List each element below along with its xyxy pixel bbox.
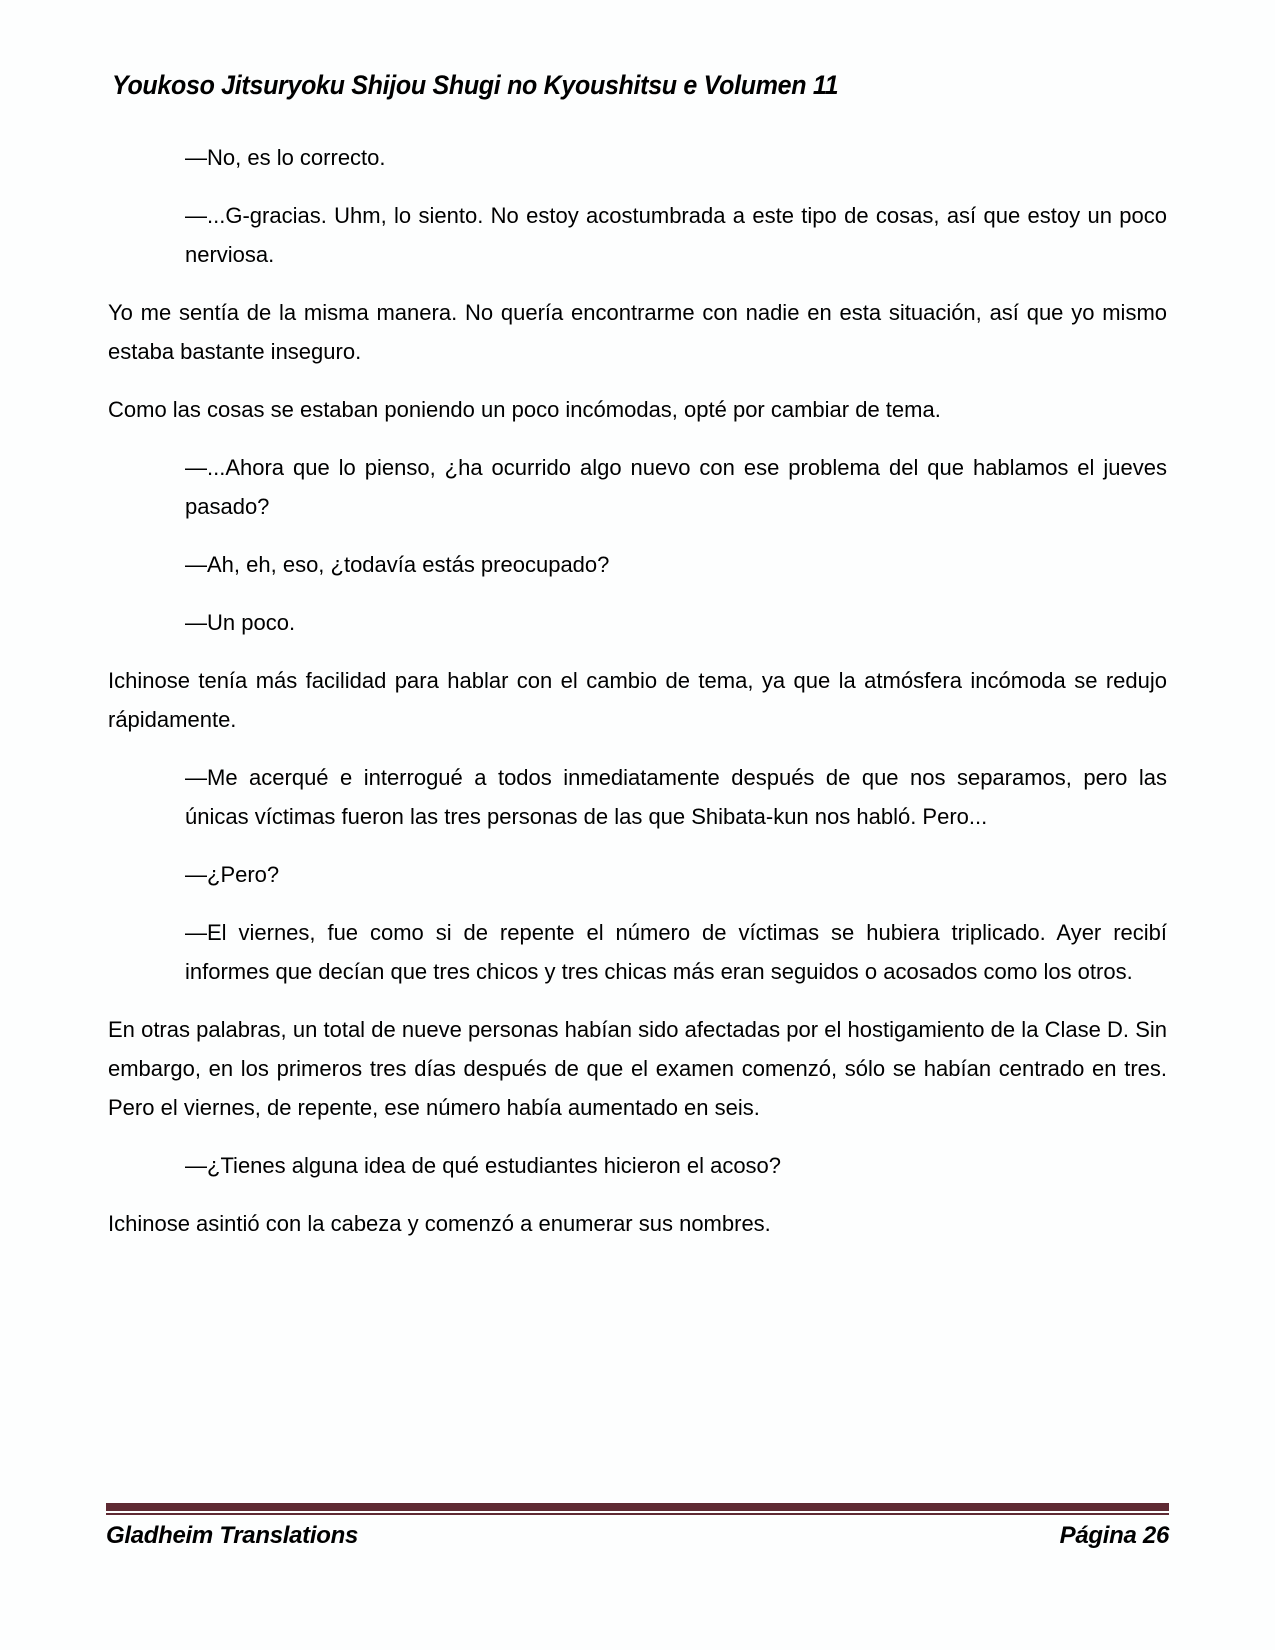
paragraph: —...Ahora que lo pienso, ¿ha ocurrido algo nuevo con ese problema del que hablamos el jueves pasado? — [185, 455, 1167, 519]
page-header-title: Youkoso Jitsuryoku Shijou Shugi no Kyoushitsu e Volumen 11 — [112, 70, 839, 101]
paragraph: Como las cosas se estaban poniendo un poco incómodas, opté por cambiar de tema. — [108, 397, 941, 422]
paragraph: —Ah, eh, eso, ¿todavía estás preocupado? — [185, 552, 610, 577]
page-body — [108, 138, 1167, 1262]
paragraph: —Me acerqué e interrogué a todos inmediatamente después de que nos separamos, pero las únicas víctimas fueron las tres personas de las que Shibata-kun nos habló. Pero... — [185, 765, 1167, 829]
footer-page-number: Página 26 — [1059, 1522, 1169, 1549]
paragraph: En otras palabras, un total de nueve personas habían sido afectadas por el hostigamiento de la Clase D. Sin embargo, en los primeros tres días después de que el examen comenzó, sólo se habían centrado en tres. Pero el viernes, de repente, ese número había aumentado en seis. — [108, 1017, 1167, 1120]
paragraph: —El viernes, fue como si de repente el número de víctimas se hubiera triplicado. Ayer recibí informes que decían que tres chicos y tres chicas más eran seguidos o acosados como los otros. — [185, 920, 1167, 984]
paragraph: Ichinose tenía más facilidad para hablar con el cambio de tema, ya que la atmósfera incómoda se redujo rápidamente. — [108, 668, 1167, 732]
paragraph: —No, es lo correcto. — [185, 145, 386, 170]
footer-text-row — [106, 1522, 1169, 1550]
footer-translator-credit: Gladheim Translations — [106, 1522, 358, 1549]
paragraph: Yo me sentía de la misma manera. No quería encontrarme con nadie en esta situación, así que yo mismo estaba bastante inseguro. — [108, 300, 1167, 364]
paragraph: —¿Tienes alguna idea de qué estudiantes hicieron el acoso? — [185, 1153, 782, 1178]
paragraph: —...G-gracias. Uhm, lo siento. No estoy acostumbrada a este tipo de cosas, así que estoy un poco nerviosa. — [185, 203, 1167, 267]
paragraph: —Un poco. — [185, 610, 296, 635]
footer-rule-thin — [106, 1513, 1169, 1515]
paragraph: Ichinose asintió con la cabeza y comenzó a enumerar sus nombres. — [108, 1211, 771, 1236]
footer-rule-thick — [106, 1503, 1169, 1511]
page-footer — [106, 1503, 1169, 1550]
paragraph: —¿Pero? — [185, 862, 280, 887]
